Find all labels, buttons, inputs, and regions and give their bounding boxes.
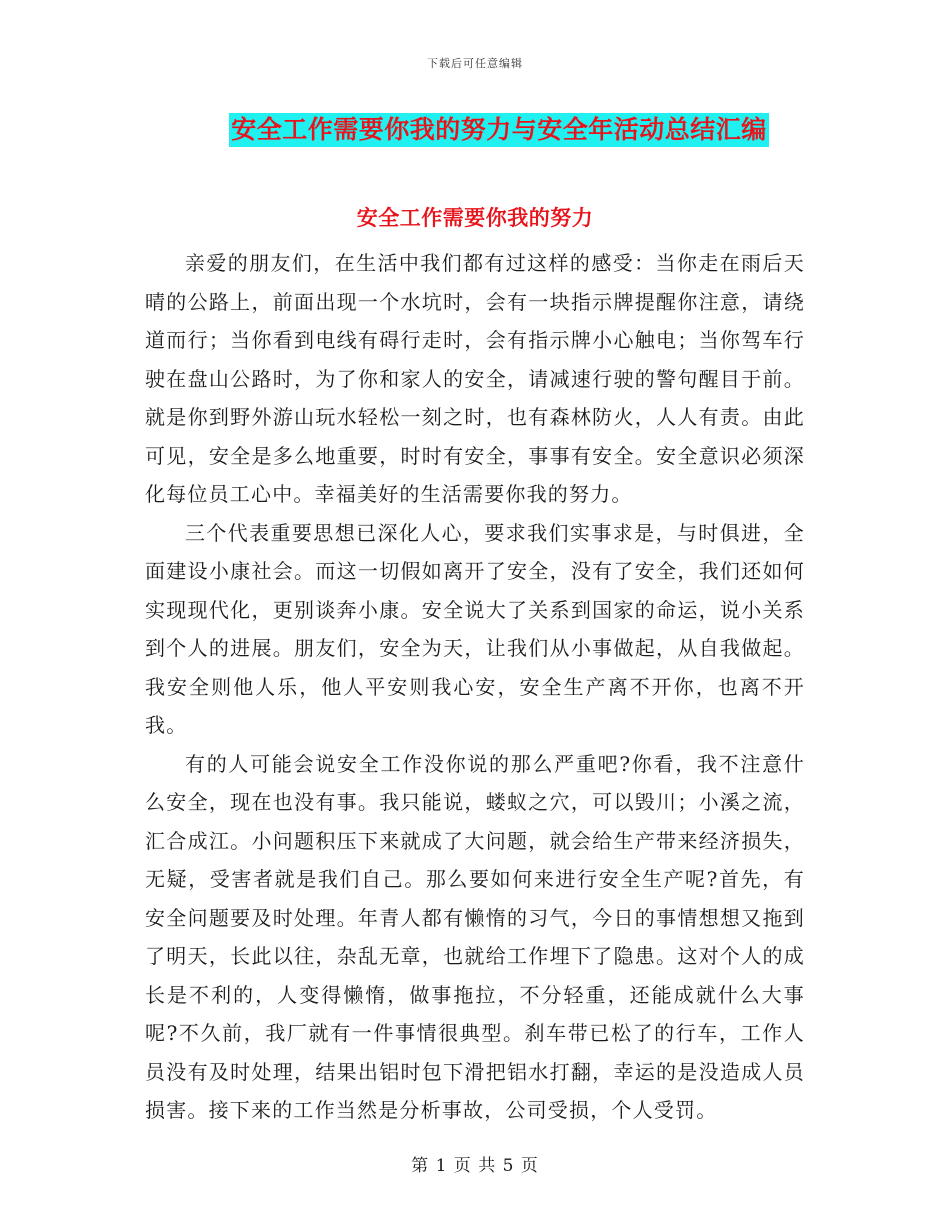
section-title: 安全工作需要你我的努力: [356, 205, 594, 230]
page-header-note: 下载后可任意编辑: [427, 57, 523, 70]
paragraph-3: 有的人可能会说安全工作没你说的那么严重吧?你看，我不注意什么安全，现在也没有事。我只能说，蝼蚁之穴，可以毁川；小溪之流，汇合成江。小问题积压下来就成了大问题，就会给生产带来经济损失，无疑，受害者就是我们自己。那么要如何来进行安全生产呢?首先，有安全问题要及时处理。年青人都有懒惰的习气，今日的事情想想又拖到了明天，长此以往，杂乱无章，也就给工作埋下了隐患。这对个人的成长是不利的，人变得懒惰，做事拖拉，不分轻重，还能成就什么大事呢?不久前，我厂就有一件事情很典型。刹车带已松了的行车，工作人员没有及时处理，结果出铝时包下滑把铝水打翻，幸运的是没造成人员损害。接下来的工作当然是分析事故，公司受损，个人受罚。: [145, 751, 805, 1122]
paragraph-1: 亲爱的朋友们，在生活中我们都有过这样的感受：当你走在雨后天晴的公路上，前面出现一个水坑时，会有一块指示牌提醒你注意，请绕道而行；当你看到电线有碍行走时，会有指示牌小心触电；当你驾车行驶在盘山公路时，为了你和家人的安全，请减速行驶的警句醒目于前。就是你到野外游山玩水轻松一刻之时，也有森林防火，人人有责。由此可见，安全是多么地重要，时时有安全，事事有安全。安全意识必须深化每位员工心中。幸福美好的生活需要你我的努力。: [145, 251, 805, 506]
page-number-footer: 第 1 页 共 5 页: [411, 1156, 539, 1176]
document-title: 安全工作需要你我的努力与安全年活动总结汇编: [229, 113, 769, 147]
paragraph-2: 三个代表重要思想已深化人心，要求我们实事求是，与时俱进，全面建设小康社会。而这一切假如离开了安全，没有了安全，我们还如何实现现代化，更别谈奔小康。安全说大了关系到国家的命运，说小关系到个人的进展。朋友们，安全为天，让我们从小事做起，从自我做起。我安全则他人乐，他人平安则我心安，安全生产离不开你，也离不开我。: [145, 520, 805, 737]
document-body: [145, 244, 805, 1130]
document-title-container: [0, 113, 950, 147]
